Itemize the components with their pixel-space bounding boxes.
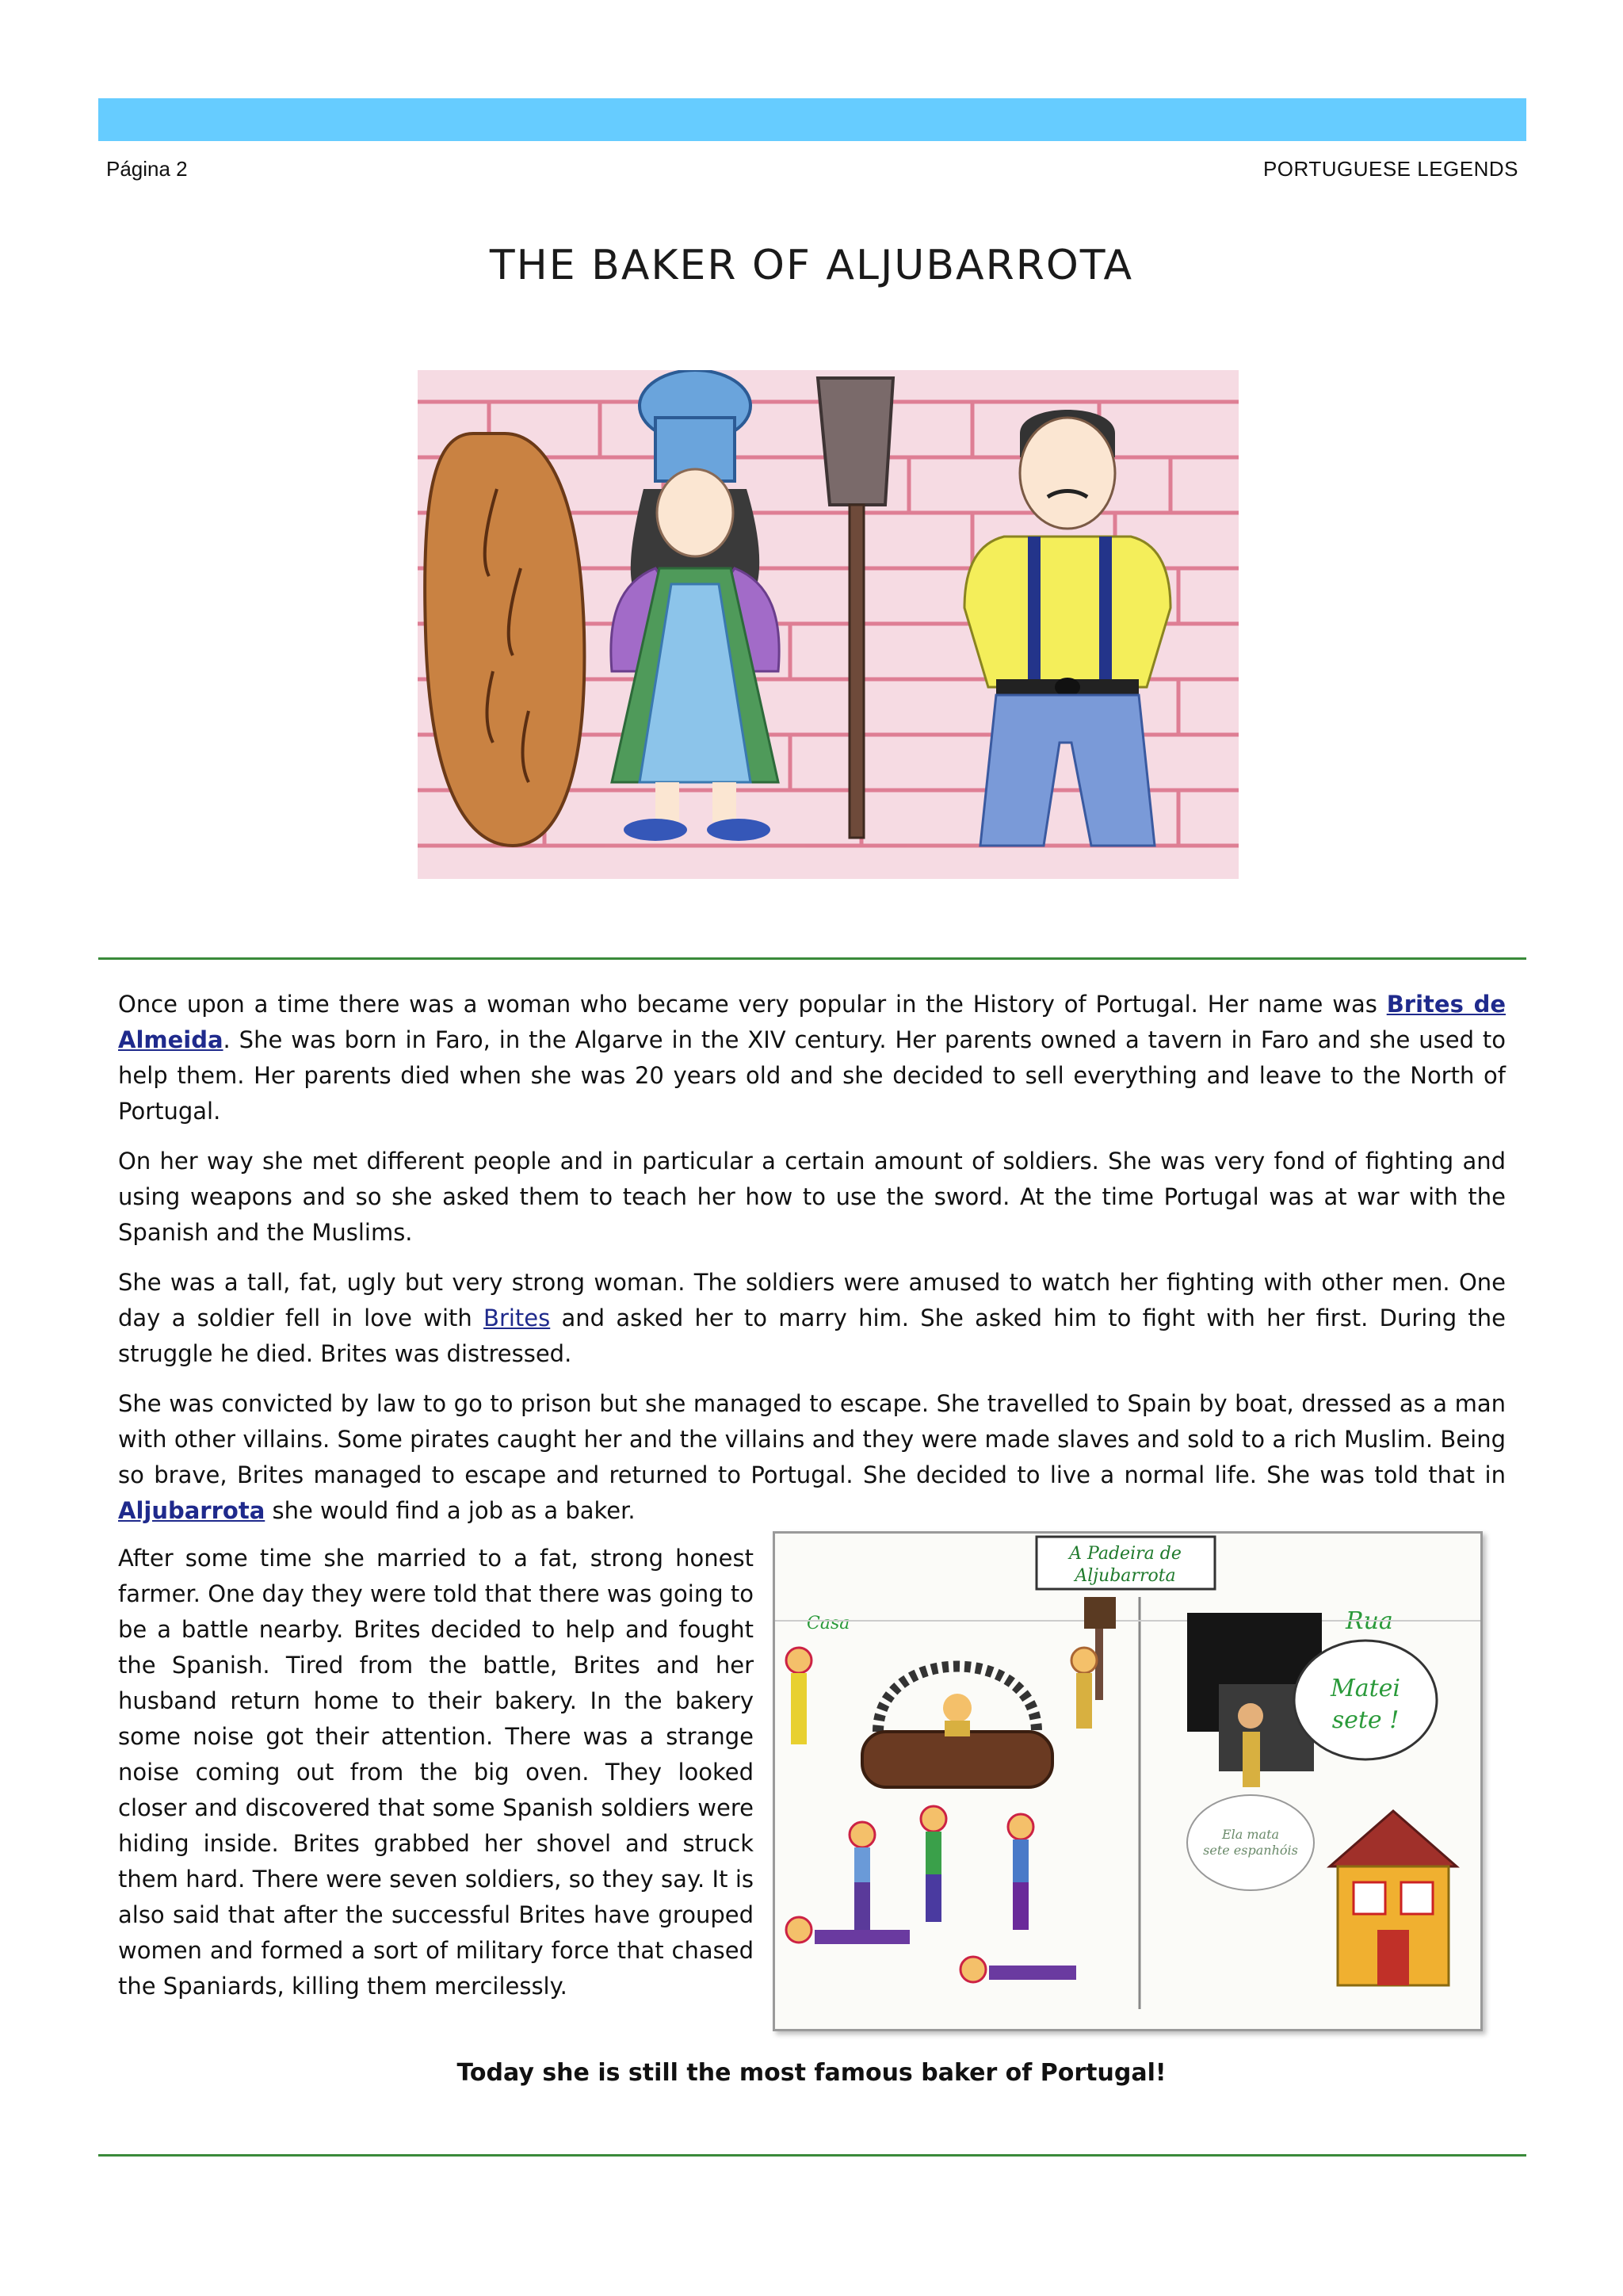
sign-line-1: A Padeira de [1069,1544,1182,1564]
baker-couple-drawing [418,370,1239,879]
paragraph-2: On her way she met different people and in particular a certain amount of soldiers. She was very fond of fighting and using weapons and so she asked them to teach her how to use the sword. At the time Portugal was at war with the Spanish and the Muslims. [118,1148,1506,1246]
oven-scene-drawing [773,1531,1483,2031]
bottom-divider [98,2154,1526,2157]
top-divider [98,957,1526,960]
sign-line-2: Aljubarrota [1075,1566,1176,1586]
label-casa: Casa [807,1614,850,1633]
speech-line-2: sete ! [1331,1706,1400,1734]
page-number: Página 2 [106,157,188,181]
paragraph-5: After some time she married to a fat, strong honest farmer. One day they were told that there was going to be a battle nearby. Brites decided to help and fought the Spanish. Tired from the battle, Brites and her husband return home to their bakery. In the bakery some noise got their attention. There was a strange noise coming out from the big oven. They looked closer and discovered that some Spanish soldiers were hiding inside. Brites grabbed her shovel and struck them hard. There were seven soldiers, so they say. It is also said that after the successful Brites have grouped women and formed a sort of military force that chased the Spaniards, killing them mercilessly. [118,1545,754,2000]
note-line-2: sete espanhóis [1203,1843,1298,1858]
label-rua: Rua [1346,1607,1393,1635]
paragraph-4: She was convicted by law to go to prison but she managed to escape. She travelled to Spain by boat, dressed as a man with other villains. Some pirates caught her and the villains and they were made slaves and sold to a rich Muslim. Being so brave, Brites managed to escape and returned to Portugal. She decided to live a normal life. She was told that in Aljubarrota she would find a job as a baker. [118,1390,1506,1524]
closing-statement: Today she is still the most famous baker of Portugal! [456,2059,1167,2087]
story-text-left-column [118,1541,754,2019]
speech-line-1: Matei [1330,1675,1401,1702]
header-color-bar [98,98,1526,141]
brites-link[interactable]: Brites [483,1305,551,1331]
running-title: PORTUGUESE LEGENDS [1262,157,1518,181]
brites-de-almeida-link[interactable]: Brites de Almeida [118,991,1506,1053]
story-text-full-width [118,987,1506,1543]
page-title: THE BAKER OF ALJUBARROTA [489,242,1134,289]
note-line-1: Ela mata [1221,1827,1280,1842]
paragraph-3: She was a tall, fat, ugly but very strong woman. The soldiers were amused to watch her fighting with other men. One day a soldier fell in love with Brites and asked her to marry him. She asked him to fight with her first. During the struggle he died. Brites was distressed. [118,1269,1506,1367]
aljubarrota-link[interactable]: Aljubarrota [118,1497,265,1524]
paragraph-1: Once upon a time there was a woman who became very popular in the History of Portugal. Her name was Brites de Almeida. She was born in Faro, in the Algarve in the XIV century. Her parents owned a tavern in Faro and she used to help them. Her parents died when she was 20 years old and she decided to sell everything and leave to the North of Portugal. [118,991,1506,1125]
